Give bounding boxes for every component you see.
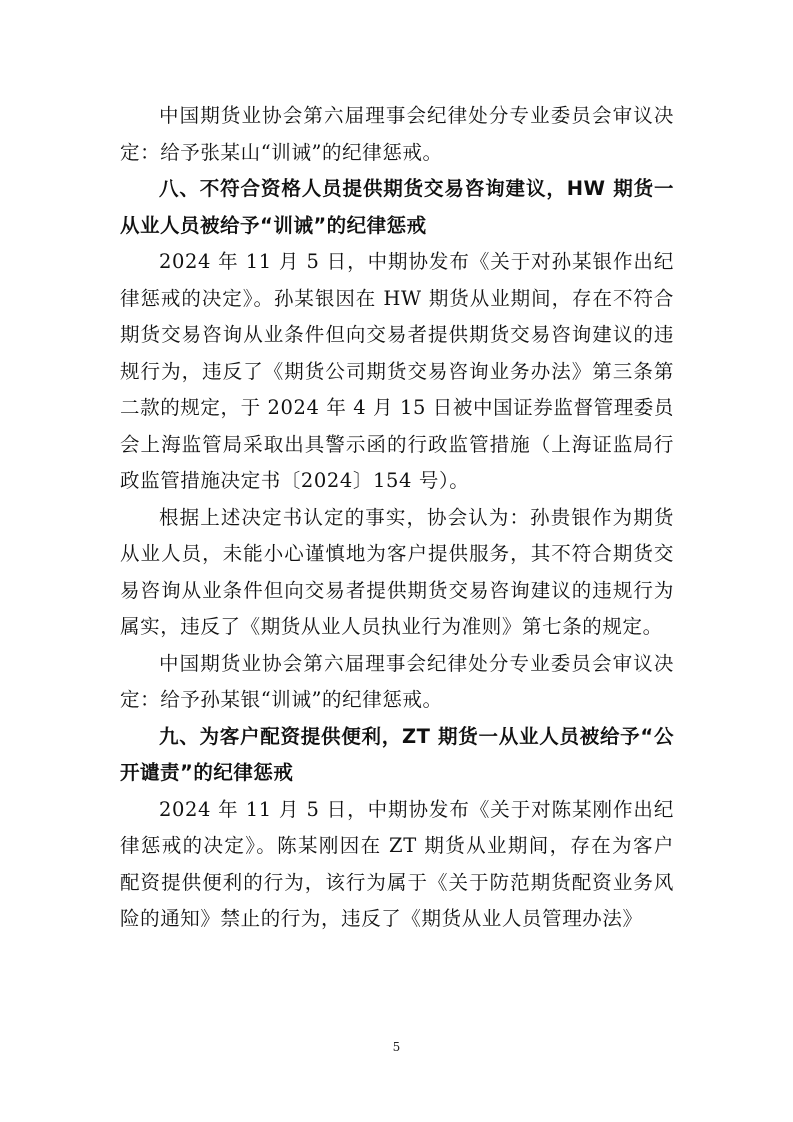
paragraph-case-sun: 2024 年 11 月 5 日，中期协发布《关于对孙某银作出纪律惩戒的决定》。孙某银因在 HW 期货从业期间，存在不符合期货交易咨询从业条件但向交易者提供期货交易咨询建议的违规行为，违反了《期货公司期货交易咨询业务办法》第三条第二款的规定，于 2024 年 4 月 15 日被中国证券监督管理委员会上海监管局采取出具警示函的行政监管措施（上海证监局行政监管措施决定书〔2024〕154 号）。 bbox=[120, 250, 674, 492]
paragraph-case-chen: 2024 年 11 月 5 日，中期协发布《关于对陈某刚作出纪律惩戒的决定》。陈某刚因在 ZT 期货从业期间，存在为客户配资提供便利的行为，该行为属于《关于防范期货配资业务风险的通知》禁止的行为，违反了《期货从业人员管理办法》 bbox=[120, 797, 674, 930]
page-number: 5 bbox=[392, 1040, 401, 1054]
paragraph-decision-zhang: 中国期货业协会第六届理事会纪律处分专业委员会审议决定：给予张某山“训诫”的纪律惩戒。 bbox=[120, 104, 674, 164]
section-heading-8: 八、不符合资格人员提供期货交易咨询建议，HW 期货一从业人员被给予“训诫”的纪律惩戒 bbox=[120, 177, 674, 237]
section-heading-9: 九、为客户配资提供便利，ZT 期货一从业人员被给予“公开谴责”的纪律惩戒 bbox=[120, 724, 674, 784]
document-body bbox=[120, 98, 674, 938]
paragraph-finding-sun: 根据上述决定书认定的事实，协会认为：孙贵银作为期货从业人员，未能小心谨慎地为客户提供服务，其不符合期货交易咨询从业条件但向交易者提供期货交易咨询建议的违规行为属实，违反了《期货从业人员执业行为准则》第七条的规定。 bbox=[120, 505, 674, 638]
paragraph-decision-sun: 中国期货业协会第六届理事会纪律处分专业委员会审议决定：给予孙某银“训诫”的纪律惩戒。 bbox=[120, 651, 674, 711]
